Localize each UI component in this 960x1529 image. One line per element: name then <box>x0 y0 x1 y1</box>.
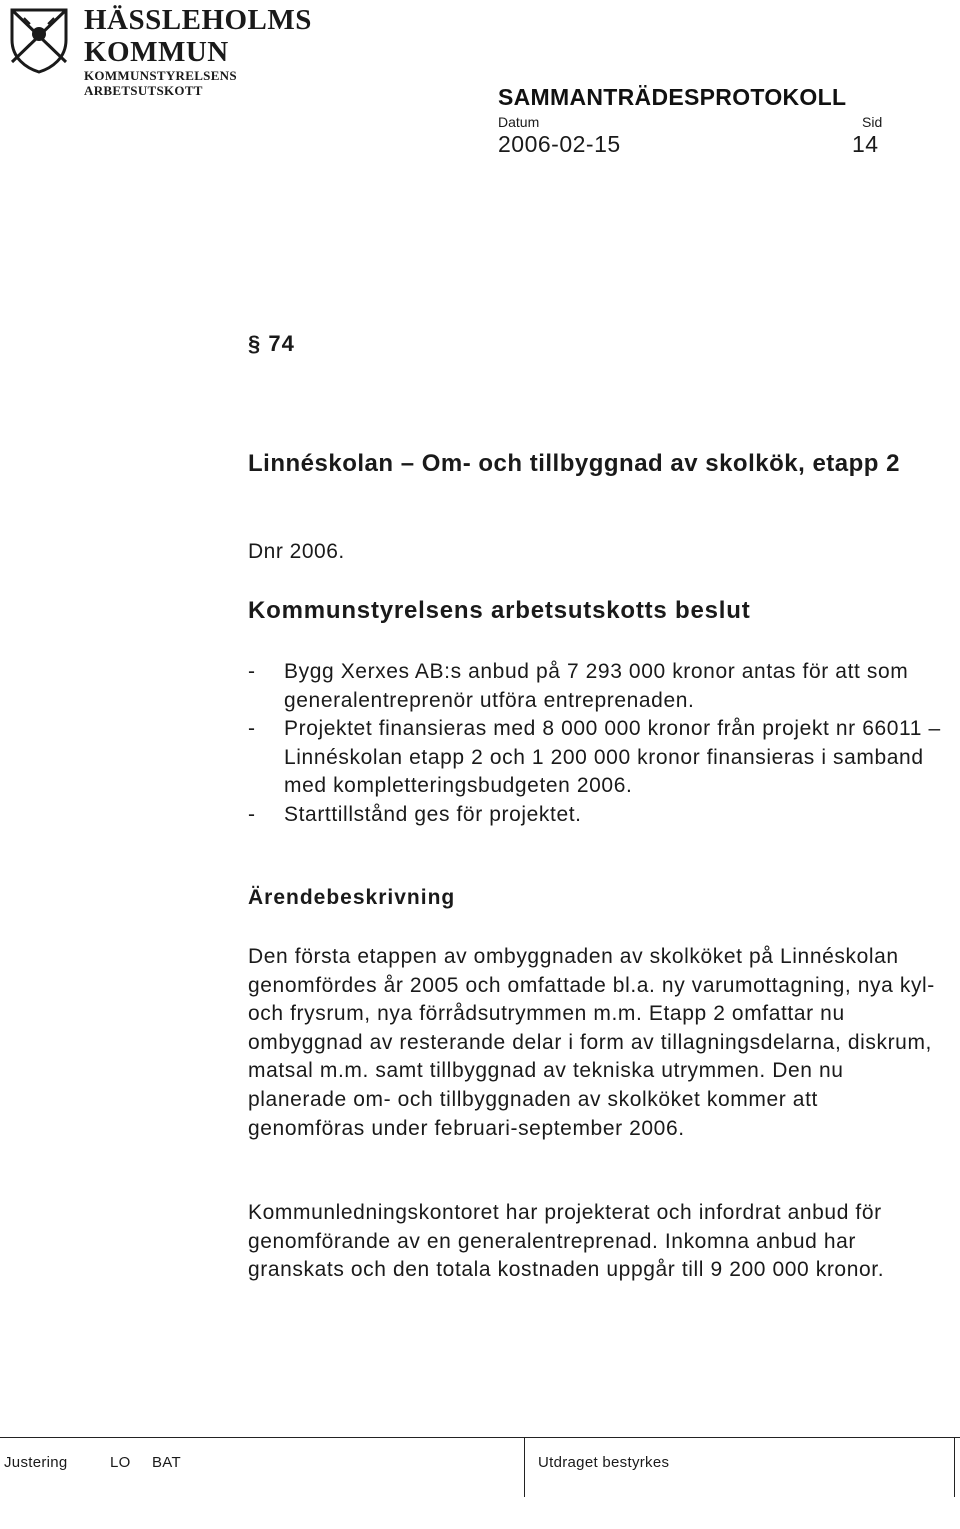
paragraph-number: § 74 <box>248 331 295 356</box>
org-subtitle-line2: ARBETSUTSKOTT <box>84 83 203 98</box>
description-paragraph: Den första etappen av ombyggnaden av skolköket på Linnéskolan genomfördes år 2005 och omfattade bl.a. ny varumottagning, nya kyl- och frysrum, nya förrådsutrymmen m.m. Etapp 2 omfattar nu ombyggnad av resterande delar i form av tillagningsdelarna, diskrum, matsal m.m. samt tillbyggnad av tekniska utrymmen. Den nu planerade om- och tillbyggnaden av skolköket kommer att genomföras under februari-september 2006. <box>248 945 935 1140</box>
decision-item: - Projektet finansieras med 8 000 000 kronor från projekt nr 66011 – Linnéskolan etapp 2 och 1 200 000 kronor finansieras i samband med kompletteringsbudgeten 2006. <box>248 715 948 801</box>
decision-list <box>248 658 948 830</box>
page-label: Sid <box>862 114 883 130</box>
decision-heading: Kommunstyrelsens arbetsutskotts beslut <box>248 597 751 624</box>
footer-column-divider <box>524 1437 525 1497</box>
footer-column-divider <box>954 1437 955 1497</box>
org-subtitle-line1: KOMMUNSTYRELSENS <box>84 68 237 83</box>
signer-initials: LO <box>110 1454 131 1471</box>
description-heading: Ärendebeskrivning <box>248 886 456 909</box>
date-value: 2006-02-15 <box>498 131 621 157</box>
page-number: 14 <box>852 131 879 157</box>
item-title: Linnéskolan – Om- och tillbyggnad av skolkök, etapp 2 <box>248 450 900 477</box>
signer-initials: BAT <box>152 1454 181 1471</box>
registration-number: Dnr 2006. <box>248 540 345 563</box>
date-label: Datum <box>498 114 540 130</box>
coat-of-arms-icon <box>4 4 74 74</box>
description-paragraph: Kommunledningskontoret har projekterat och infordrat anbud för genomförande av en generalentreprenad. Inkomna anbud har granskats och den totala kostnaden uppgår till 9 200 000 kronor. <box>248 1201 885 1282</box>
decision-item: - Bygg Xerxes AB:s anbud på 7 293 000 kronor antas för att som generalentreprenör utföra entreprenaden. <box>248 658 948 715</box>
document-type: SAMMANTRÄDESPROTOKOLL <box>498 84 847 110</box>
org-name-line2: KOMMUN <box>84 36 229 68</box>
verification-label: Utdraget bestyrkes <box>538 1454 670 1471</box>
org-name-line1: HÄSSLEHOLMS <box>84 4 312 36</box>
footer-divider <box>0 1437 960 1438</box>
justering-label: Justering <box>4 1454 68 1471</box>
decision-item: - Starttillstånd ges för projektet. <box>248 801 948 830</box>
